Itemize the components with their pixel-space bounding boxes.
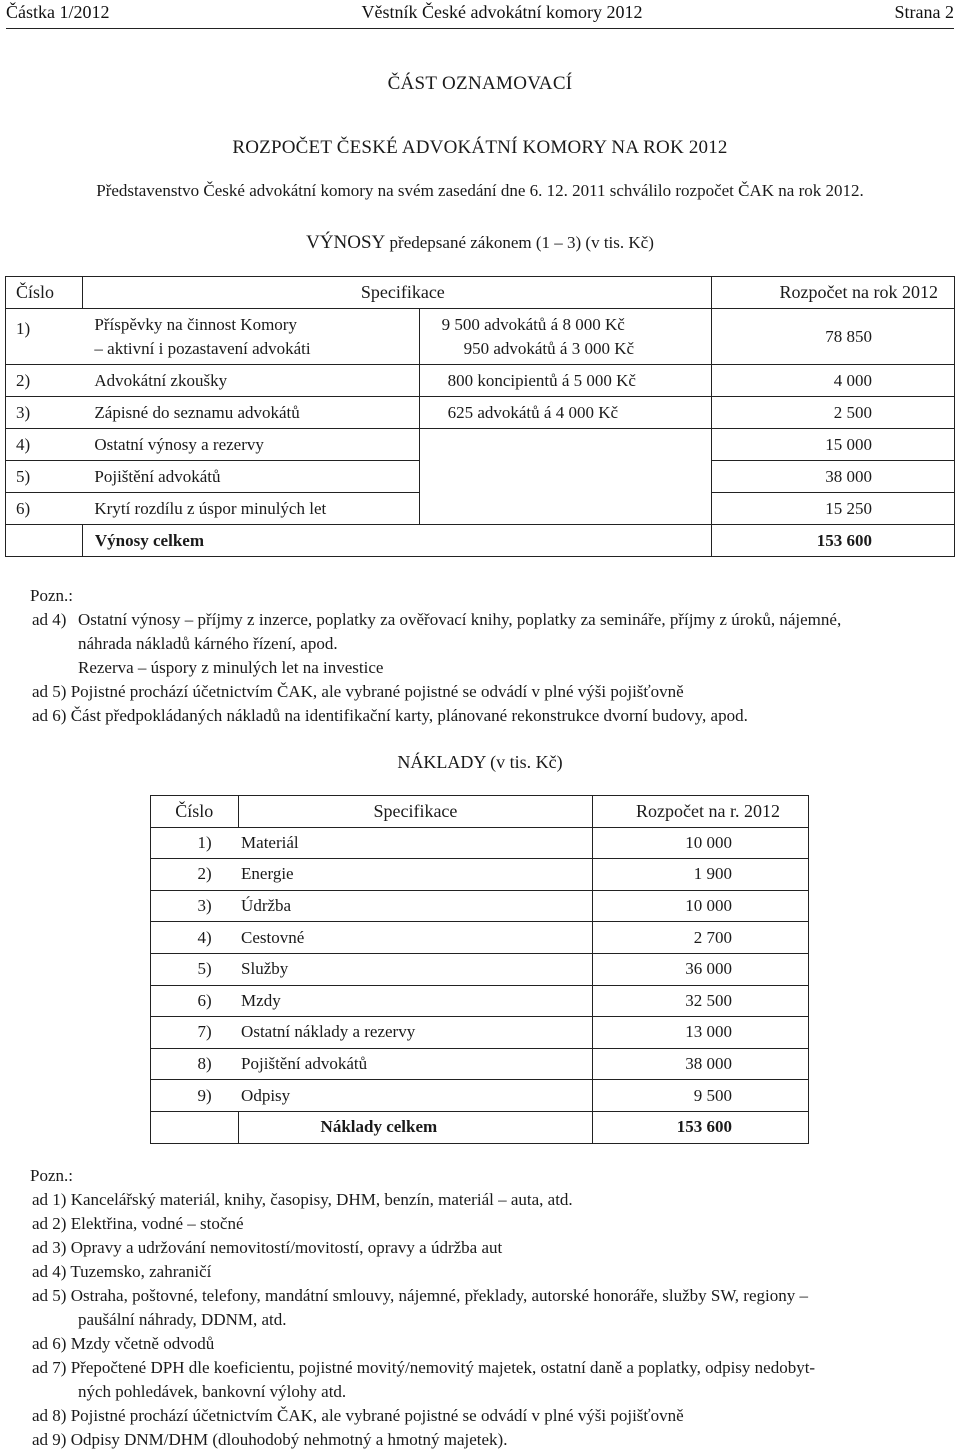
table-row bbox=[6, 493, 955, 525]
row-number: 5) bbox=[6, 461, 83, 493]
note-item bbox=[32, 608, 957, 632]
page-header bbox=[6, 2, 954, 29]
row-number: 6) bbox=[151, 985, 239, 1017]
row-specification: Ostatní výnosy a rezervy bbox=[82, 429, 419, 461]
row-number: 6) bbox=[6, 493, 83, 525]
row-number: 4) bbox=[6, 429, 83, 461]
table-row bbox=[151, 953, 809, 985]
calc-line: 9 500 advokátů á 8 000 Kč bbox=[441, 314, 625, 334]
note-item: ad 1) Kancelářský materiál, knihy, časopisy, DHM, benzín, materiál – auta, atd. bbox=[32, 1190, 573, 1209]
row-number: 3) bbox=[6, 397, 83, 429]
header-specification: Specifikace bbox=[82, 277, 711, 309]
row-calculation: 800 koncipientů á 5 000 Kč bbox=[419, 365, 711, 397]
row-value: 32 500 bbox=[593, 985, 809, 1017]
row-number: 7) bbox=[151, 1017, 239, 1049]
row-number: 1) bbox=[6, 309, 83, 365]
row-value: 9 500 bbox=[593, 1080, 809, 1112]
row-calculation: 625 advokátů á 4 000 Kč bbox=[419, 397, 711, 429]
row-specification: Údržba bbox=[238, 890, 593, 922]
total-number-cell bbox=[6, 525, 83, 557]
table-header-row bbox=[6, 277, 955, 309]
row-value: 4 000 bbox=[711, 365, 954, 397]
note-item: ad 6) Mzdy včetně odvodů bbox=[32, 1334, 215, 1353]
table-row bbox=[151, 827, 809, 859]
row-value: 2 700 bbox=[593, 922, 809, 954]
total-label: Náklady celkem bbox=[238, 1111, 593, 1143]
row-specification: Advokátní zkoušky bbox=[82, 365, 419, 397]
note-item: ad 3) Opravy a udržování nemovitostí/movitostí, opravy a údržba aut bbox=[32, 1238, 503, 1257]
total-value: 153 600 bbox=[711, 525, 954, 557]
total-value: 153 600 bbox=[593, 1111, 809, 1143]
table-row bbox=[151, 985, 809, 1017]
table-row bbox=[151, 1080, 809, 1112]
row-number: 5) bbox=[151, 953, 239, 985]
row-specification: Pojištění advokátů bbox=[238, 1048, 593, 1080]
revenue-title-main: VÝNOSY bbox=[306, 232, 386, 253]
row-calculation bbox=[419, 461, 711, 493]
table-total-row bbox=[151, 1111, 809, 1143]
row-specification: Odpisy bbox=[238, 1080, 593, 1112]
row-number: 8) bbox=[151, 1048, 239, 1080]
row-specification: Krytí rozdílu z úspor minulých let bbox=[82, 493, 419, 525]
spec-line: – aktivní i pozastavení advokáti bbox=[94, 338, 311, 358]
note-item: ad 5) Ostraha, poštovné, telefony, mandátní smlouvy, nájemné, překlady, autorské honoráře, služby SW, regiony – bbox=[32, 1286, 808, 1305]
table-row bbox=[151, 859, 809, 891]
journal-title: Věstník České advokátní komory 2012 bbox=[361, 2, 643, 22]
header-budget: Rozpočet na rok 2012 bbox=[711, 277, 954, 309]
row-specification bbox=[82, 309, 419, 365]
table-row bbox=[151, 1048, 809, 1080]
row-calculation bbox=[419, 309, 711, 365]
header-specification: Specifikace bbox=[238, 796, 593, 828]
spec-line: Příspěvky na činnost Komory bbox=[94, 314, 297, 334]
row-calculation bbox=[419, 429, 711, 461]
costs-table bbox=[150, 795, 809, 1144]
document-title: ROZPOČET ČESKÉ ADVOKÁTNÍ KOMORY NA ROK 2012 bbox=[232, 137, 728, 158]
note-item: ad 8) Pojistné prochází účetnictvím ČAK, ale vybrané pojistné se odvádí v plné výši pojišťovně bbox=[32, 1406, 684, 1425]
row-specification: Pojištění advokátů bbox=[82, 461, 419, 493]
revenue-title-rest: předepsané zákonem (1 – 3) (v tis. Kč) bbox=[385, 233, 654, 252]
row-number: 2) bbox=[6, 365, 83, 397]
header-budget: Rozpočet na r. 2012 bbox=[593, 796, 809, 828]
row-specification: Služby bbox=[238, 953, 593, 985]
note-item: ad 4) Tuzemsko, zahraničí bbox=[32, 1262, 212, 1281]
table-row bbox=[6, 365, 955, 397]
table-row bbox=[151, 922, 809, 954]
table-row bbox=[6, 397, 955, 429]
revenue-table bbox=[5, 276, 955, 557]
notes-label: Pozn.: bbox=[30, 586, 73, 605]
revenue-notes bbox=[32, 584, 957, 728]
notes-label: Pozn.: bbox=[30, 1166, 73, 1185]
row-number: 9) bbox=[151, 1080, 239, 1112]
row-specification: Mzdy bbox=[238, 985, 593, 1017]
table-row bbox=[6, 461, 955, 493]
row-value: 36 000 bbox=[593, 953, 809, 985]
note-continuation: Rezerva – úspory z minulých let na investice bbox=[78, 658, 384, 677]
row-specification: Ostatní náklady a rezervy bbox=[238, 1017, 593, 1049]
note-continuation: náhrada nákladů kárného řízení, apod. bbox=[78, 634, 338, 653]
row-number: 4) bbox=[151, 922, 239, 954]
row-value: 10 000 bbox=[593, 890, 809, 922]
costs-title: NÁKLADY (v tis. Kč) bbox=[397, 752, 563, 772]
header-number: Číslo bbox=[6, 277, 83, 309]
row-specification: Zápisné do seznamu advokátů bbox=[82, 397, 419, 429]
table-row bbox=[151, 1017, 809, 1049]
note-text: Ostatní výnosy – příjmy z inzerce, poplatky za ověřovací knihy, poplatky za semináře, příjmy z úroků, nájemné, bbox=[78, 610, 842, 629]
row-value: 2 500 bbox=[711, 397, 954, 429]
table-total-row bbox=[6, 525, 955, 557]
note-label: ad 4) bbox=[32, 610, 67, 629]
table-row bbox=[6, 309, 955, 365]
row-specification: Materiál bbox=[238, 827, 593, 859]
total-number-cell bbox=[151, 1111, 239, 1143]
row-specification: Cestovné bbox=[238, 922, 593, 954]
note-continuation: paušální náhrady, DDNM, atd. bbox=[78, 1310, 287, 1329]
row-value: 15 250 bbox=[711, 493, 954, 525]
header-number: Číslo bbox=[151, 796, 239, 828]
row-number: 3) bbox=[151, 890, 239, 922]
row-value: 15 000 bbox=[711, 429, 954, 461]
row-value: 38 000 bbox=[711, 461, 954, 493]
row-value: 38 000 bbox=[593, 1048, 809, 1080]
total-label: Výnosy celkem bbox=[82, 525, 711, 557]
table-header-row bbox=[151, 796, 809, 828]
row-specification: Energie bbox=[238, 859, 593, 891]
note-item: ad 6) Část předpokládaných nákladů na identifikační karty, plánované rekonstrukce dvorní budovy, apod. bbox=[32, 706, 748, 725]
row-value: 78 850 bbox=[711, 309, 954, 365]
cost-notes bbox=[32, 1164, 957, 1452]
note-item: ad 9) Odpisy DNM/DHM (dlouhodobý nehmotný a hmotný majetek). bbox=[32, 1430, 508, 1449]
revenue-title bbox=[0, 232, 960, 254]
row-value: 13 000 bbox=[593, 1017, 809, 1049]
intro-text: Představenstvo České advokátní komory na svém zasedání dne 6. 12. 2011 schválilo rozpočet ČAK na rok 2012. bbox=[96, 181, 864, 200]
row-value: 10 000 bbox=[593, 827, 809, 859]
note-item: ad 2) Elektřina, vodné – stočné bbox=[32, 1214, 244, 1233]
row-calculation bbox=[419, 493, 711, 525]
note-item: ad 5) Pojistné prochází účetnictvím ČAK, ale vybrané pojistné se odvádí v plné výši pojišťovně bbox=[32, 682, 684, 701]
section-title: ČÁST OZNAMOVACÍ bbox=[387, 73, 573, 94]
note-continuation: ných pohledávek, bankovní výlohy atd. bbox=[78, 1382, 347, 1401]
row-number: 2) bbox=[151, 859, 239, 891]
calc-line: 950 advokátů á 3 000 Kč bbox=[463, 338, 635, 358]
row-value: 1 900 bbox=[593, 859, 809, 891]
table-row bbox=[6, 429, 955, 461]
issue-number: Částka 1/2012 bbox=[6, 2, 110, 22]
table-row bbox=[151, 890, 809, 922]
row-number: 1) bbox=[151, 827, 239, 859]
page-number: Strana 2 bbox=[894, 2, 954, 22]
note-item: ad 7) Přepočtené DPH dle koeficientu, pojistné movitý/nemovitý majetek, ostatní daně a poplatky, odpisy nedobyt- bbox=[32, 1358, 816, 1377]
